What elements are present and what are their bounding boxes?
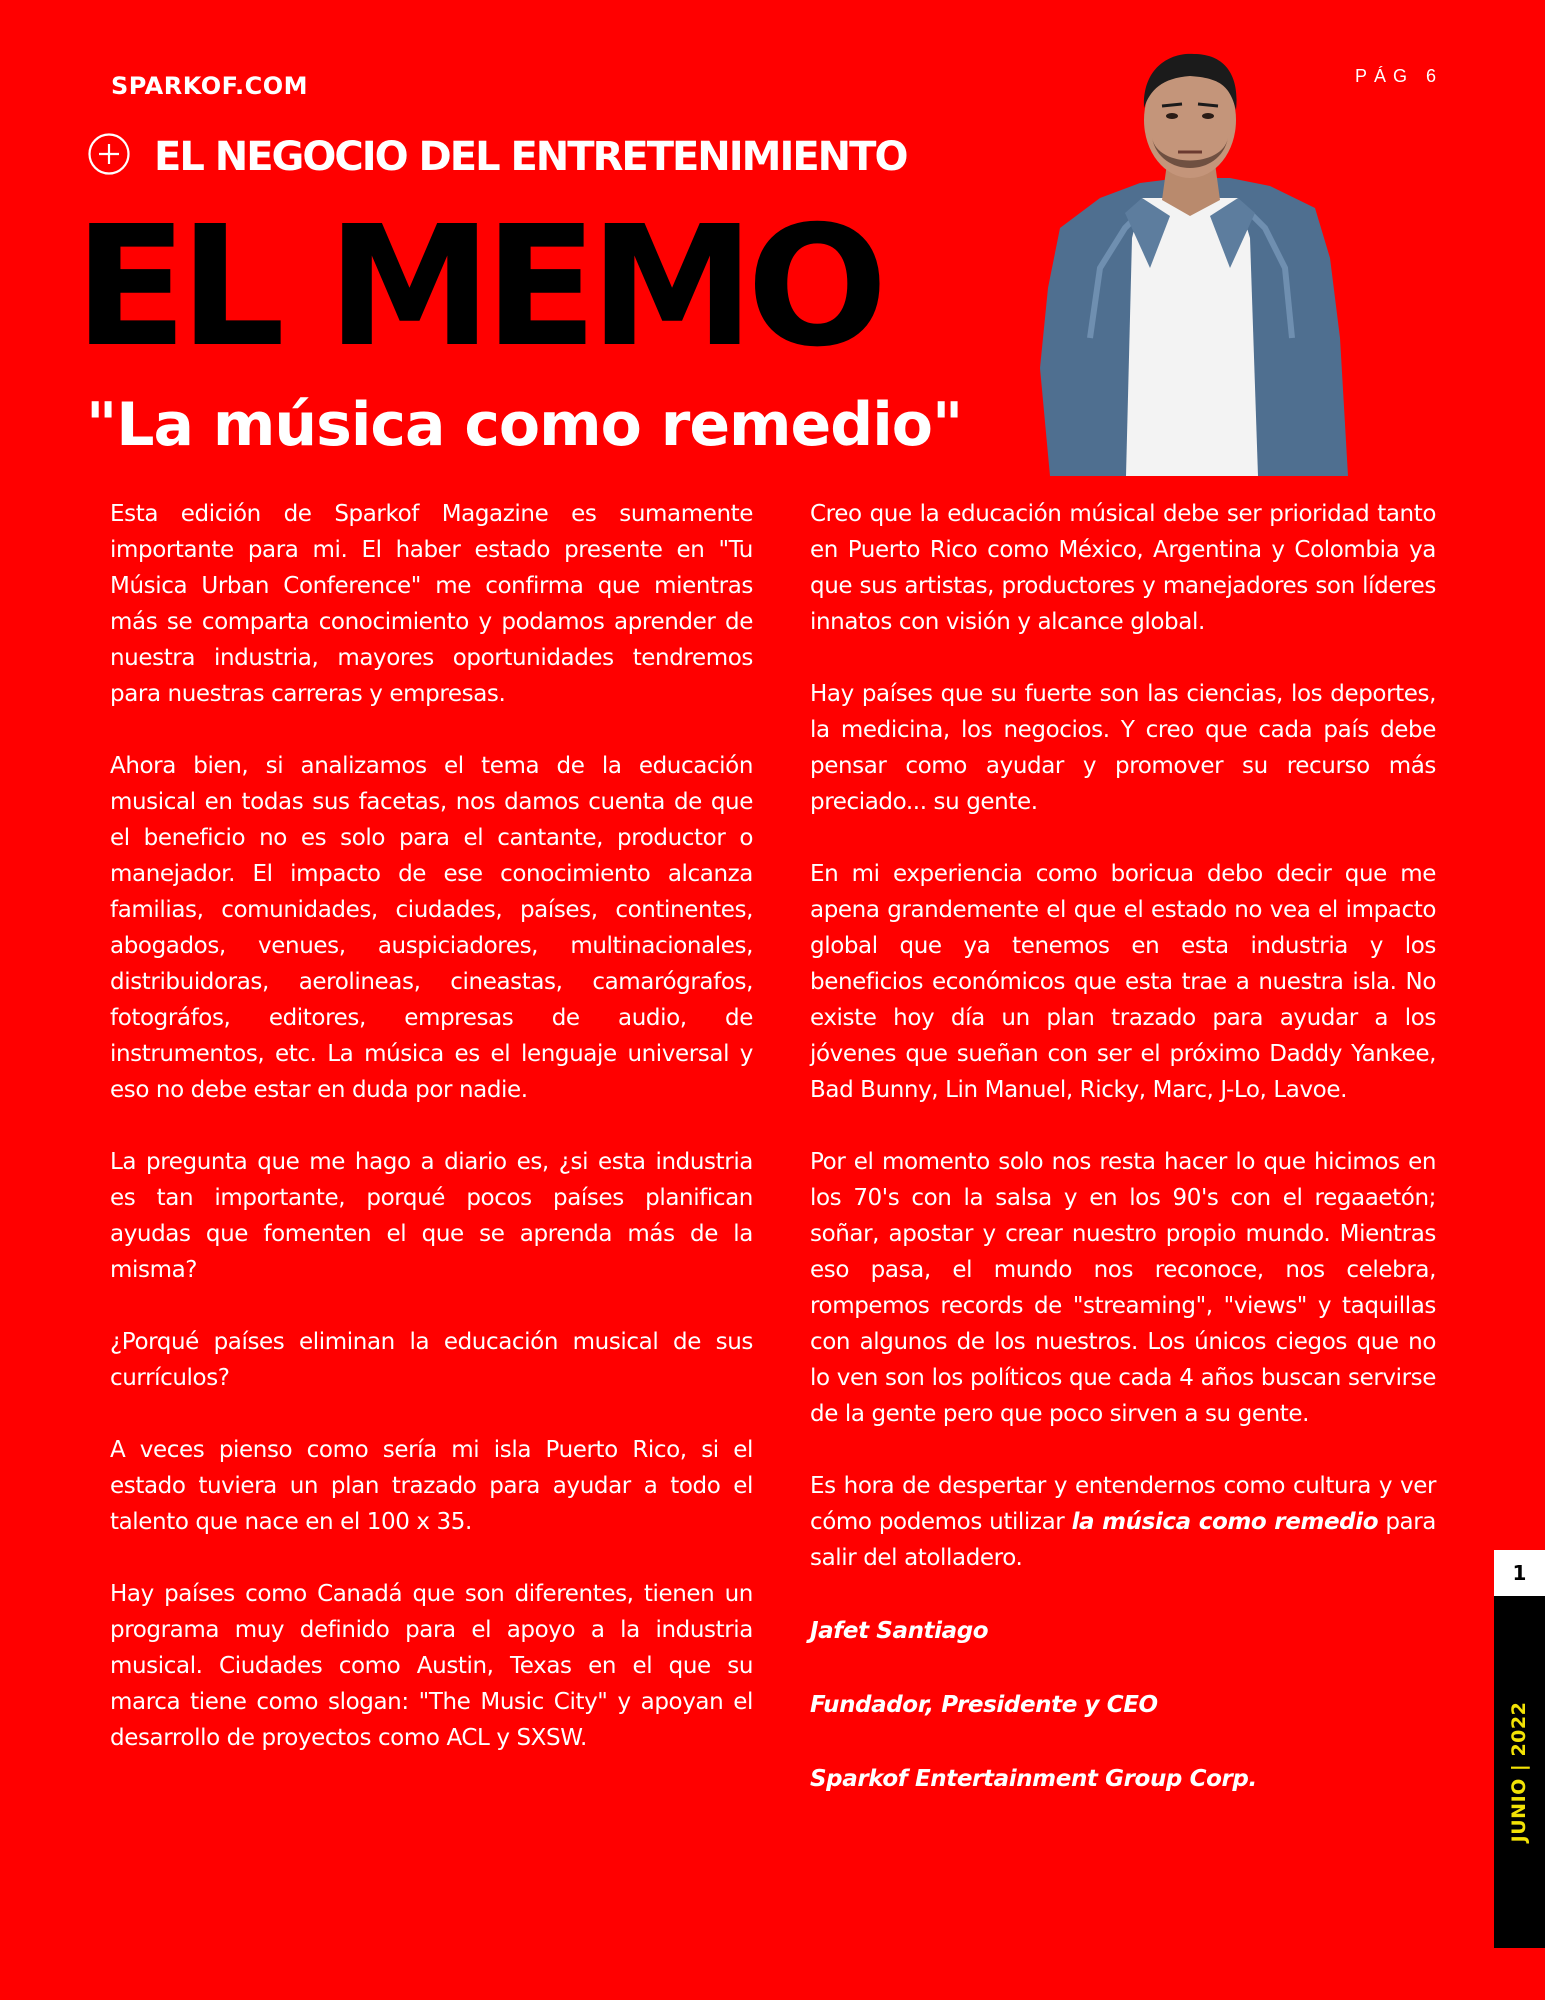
subtitle: "La música como remedio" — [86, 390, 963, 460]
page-number: 1 — [1494, 1550, 1545, 1596]
paragraph: Ahora bien, si analizamos el tema de la educación musical en todas sus facetas, nos damos cuenta de que el beneficio no es solo para el cantante, productor o manejador. El impacto de ese conocimiento alcanza familias, comunidades, ciudades, países, continentes, abogados, venues, auspiciadores, multinacionales, distribuidoras, aerolineas, cineastas, camarógrafos, fotográfos, editores, empresas de audio, de instrumentos, etc. La música es el lenguaje universal y eso no debe estar en duda por nadie. — [110, 753, 753, 1103]
paragraph: Hay países como Canadá que son diferentes, tienen un programa muy definido para el apoyo a la industria musical. Ciudades como Austin, Texas en el que su marca tiene como slogan: "The Music City" y apoyan el desarrollo de proyectos como ACL y SXSW. — [110, 1581, 753, 1751]
paragraph: ¿Porqué países eliminan la educación musical de sus currículos? — [110, 1329, 753, 1391]
paragraph: En mi experiencia como boricua debo decir que me apena grandemente el que el estado no vea el impacto global que ya tenemos en esta industria y los beneficios económicos que esta trae a nuestra isla. No existe hoy día un plan trazado para ayudar a los jóvenes que sueñan con ser el próximo Daddy Yankee, Bad Bunny, Lin Manuel, Ricky, Marc, J-Lo, Lavoe. — [810, 861, 1436, 1103]
closing-text-end: para salir del atolladero. — [810, 1509, 1436, 1571]
paragraph: Esta edición de Sparkof Magazine es sumamente importante para mi. El haber estado presente en "Tu Música Urban Conference" me confirma que mientras más se comparta conocimiento y podamos aprender de nuestra industria, mayores oportunidades tendremos para nuestras carreras y empresas. — [110, 501, 753, 707]
closing-text: Es hora de despertar y entendernos como cultura y ver cómo podemos utilizar — [810, 1473, 1436, 1535]
paragraph: Hay países que su fuerte son las ciencias, los deportes, la medicina, los negocios. Y creo que cada país debe pensar como ayudar y promover su recurso más preciado... su gente. — [810, 681, 1436, 815]
signature-company: Sparkof Entertainment Group Corp. — [810, 1766, 1257, 1792]
signature-name: Jafet Santiago — [810, 1618, 989, 1644]
left-column — [110, 496, 753, 1792]
right-column — [810, 496, 1436, 1834]
paragraph: Creo que la educación músical debe ser prioridad tanto en Puerto Rico como México, Argentina y Colombia ya que sus artistas, productores y manejadores son líderes innatos con visión y alcance global. — [810, 501, 1436, 635]
page-title: EL MEMO — [74, 191, 880, 384]
signature-role: Fundador, Presidente y CEO — [810, 1692, 1158, 1718]
paragraph: Por el momento solo nos resta hacer lo que hicimos en los 70's con la salsa y en los 90's con el regaaetón; soñar, apostar y crear nuestro propio mundo. Mientras eso pasa, el mundo nos reconoce, nos celebra, rompemos records de "streaming", "views" y taquillas con algunos de los nuestros. Los únicos ciegos que no lo ven son los políticos que cada 4 años buscan servirse de la gente pero que poco sirven a su gente. — [810, 1149, 1436, 1427]
plus-circle-icon — [88, 133, 130, 175]
author-photo — [1030, 38, 1352, 476]
section-title: EL NEGOCIO DEL ENTRETENIMIENTO — [154, 134, 907, 180]
issue-date: JUNIO | 2022 — [1508, 1701, 1530, 1843]
paragraph: A veces pienso como sería mi isla Puerto Rico, si el estado tuviera un plan trazado para ayudar a todo el talento que nace en el 100 x 35. — [110, 1437, 753, 1535]
page-label: PÁG 6 — [1355, 66, 1444, 86]
site-name: SPARKOF.COM — [111, 72, 309, 100]
paragraph: La pregunta que me hago a diario es, ¿si esta industria es tan importante, porqué pocos países planifican ayudas que fomenten el que se aprenda más de la misma? — [110, 1149, 753, 1283]
closing-emphasis: la música como remedio — [1071, 1509, 1379, 1535]
closing-paragraph — [810, 1468, 1436, 1576]
